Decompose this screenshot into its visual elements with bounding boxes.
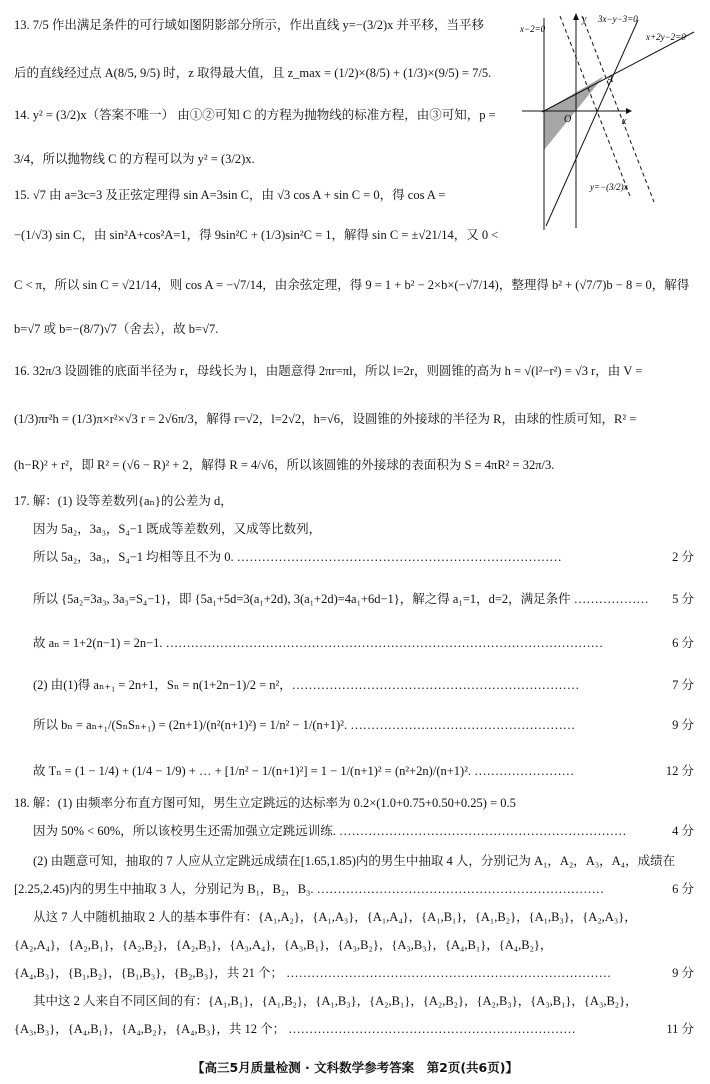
text-line: 17. 解：(1) 设等差数列{aₙ}的公差为 d， <box>14 494 233 508</box>
text-line: 所以 bₙ = aₙ₊₁/(SₙSₙ₊₁) = (2n+1)/(n²(n+1)²) = 1/n² − 1/(n+1)². ……………………………………………… <box>33 718 576 732</box>
text-line: {A₄,B₃}，{B₁,B₂}，{B₁,B₃}，{B₂,B₃}，共 21 个； …………………………………………………………………… <box>14 966 612 980</box>
text-line: 16. 32π/3 设圆锥的底面半径为 r，母线长为 l，由题意得 2πr=πl，所以 l=2r，则圆锥的高为 h = √(l²−r²) = √3 r，由 V = <box>14 364 643 378</box>
score-label: 12 分 <box>665 764 694 778</box>
target-line-through-a <box>582 16 654 202</box>
score-label: 7 分 <box>672 678 694 692</box>
label-origin: O <box>564 114 572 125</box>
text-line: 因为 50% < 60%，所以该校男生还需加强立定跳远训练. …………………………………………………………… <box>33 824 627 838</box>
label-line-3x-y-3: 3x−y−3=0 <box>598 14 638 24</box>
text-line: −(1/√3) sin C，由 sin²A+cos²A=1，得 9sin²C + (1/3)sin²C = 1，解得 sin C = ±√21/14，又 0 < <box>14 228 499 242</box>
text-line: [2.25,2.45)内的男生中抽取 3 人，分别记为 B₁，B₂，B₃. …………………………………………………………… <box>14 882 605 896</box>
text-line: 3/4，所以抛物线 C 的方程可以为 y² = (3/2)x. <box>14 152 255 166</box>
score-label: 9 分 <box>672 718 694 732</box>
text-line: b=√7 或 b=−(8/7)√7（舍去），故 b=√7. <box>14 322 219 336</box>
text-line: 从这 7 人中随机抽取 2 人的基本事件有：{A₁,A₂}，{A₁,A₃}，{A₁,A₄}，{A₁,B₁}，{A₁,B₂}，{A₁,B₃}，{A₂,A₃}， <box>33 910 637 924</box>
label-line-x-2: x−2=0 <box>520 24 546 34</box>
label-line-x-2y-2: x+2y−2=0 <box>646 32 686 42</box>
text-line: 15. √7 由 a=3c=3 及正弦定理得 sin A=3sin C，由 √3 cos A + sin C = 0，得 cos A = <box>14 188 446 202</box>
score-label: 11 分 <box>666 1022 694 1036</box>
text-line: (1/3)πr²h = (1/3)π×r²×√3 r = 2√6π/3，解得 r=√2，l=2√2，h=√6，设圆锥的外接球的半径为 R，由球的性质可知，R² = <box>14 412 637 426</box>
shaded-region <box>544 76 604 150</box>
text-line: 所以 5a₂，3a₃，S₄−1 均相等且不为 0. …………………………………………………………………… <box>33 550 562 564</box>
text-line: 故 aₙ = 1+2(n−1) = 2n−1. …………………………………………………………………………………………… <box>33 636 604 650</box>
x-axis-arrow-icon <box>626 108 632 114</box>
text-line: 其中这 2 人来自不同区间的有：{A₁,B₁}，{A₁,B₂}，{A₁,B₃}，{A₂,B₁}，{A₂,B₂}，{A₂,B₃}，{A₃,B₁}，{A₃,B₂}， <box>33 994 638 1008</box>
label-target-line: y=−(3/2)x <box>590 182 628 192</box>
text-line: C < π，所以 sin C = √21/14，则 cos A = −√7/14，由余弦定理，得 9 = 1 + b² − 2×b×(−√7/14)，整理得 b² + (√7/7)b − 8 = 0，解得 <box>14 278 690 292</box>
score-label: 6 分 <box>672 636 694 650</box>
text-line: 18. 解：(1) 由频率分布直方图可知，男生立定跳远的达标率为 0.2×(1.0+0.75+0.50+0.25) = 0.5 <box>14 796 516 810</box>
text-line: (2) 由(1)得 aₙ₊₁ = 2n+1，Sₙ = n(1+2n−1)/2 = n²，…………………………………………………………… <box>33 678 580 692</box>
y-axis-arrow-icon <box>573 13 579 20</box>
score-label: 2 分 <box>672 550 694 564</box>
text-line: 后的直线经过点 A(8/5, 9/5) 时，z 取得最大值，且 z_max = (1/2)×(8/5) + (1/3)×(9/5) = 7/5. <box>14 66 492 80</box>
text-line: (h−R)² + r²，即 R² = (√6 − R)² + 2，解得 R = 4/√6，所以该圆锥的外接球的表面积为 S = 4πR² = 32π/3. <box>14 458 555 472</box>
text-line: 所以 {5a₂=3a₃, 3a₃=S₄−1}，即 {5a₁+5d=3(a₁+2d), 3(a₁+2d)=4a₁+6d−1}，解之得 a₁=1，d=2，满足条件 ……………… <box>33 592 649 606</box>
score-label: 9 分 <box>672 966 694 980</box>
label-point-a: A <box>607 74 614 85</box>
feasible-region-diagram <box>518 10 698 232</box>
text-line: 13. 7/5 作出满足条件的可行域如图阴影部分所示，作出直线 y=−(3/2)x 并平移，当平移 <box>14 18 484 32</box>
label-x: x <box>622 116 627 127</box>
text-line: (2) 由题意可知，抽取的 7 人应从立定跳远成绩在[1.65,1.85)内的男生中抽取 4 人，分别记为 A₁，A₂，A₃，A₄，成绩在 <box>33 854 676 868</box>
score-label: 6 分 <box>672 882 694 896</box>
text-line: {A₂,A₄}，{A₂,B₁}，{A₂,B₂}，{A₂,B₃}，{A₃,A₄}，{A₃,B₁}，{A₃,B₂}，{A₃,B₃}，{A₄,B₁}，{A₄,B₂}， <box>14 938 553 952</box>
text-line: 14. y² = (3/2)x（答案不唯一） 由①②可知 C 的方程为抛物线的标准方程，由③可知，p = <box>14 108 496 122</box>
text-line: 因为 5a₂，3a₃，S₄−1 既成等差数列，又成等比数列， <box>33 522 322 536</box>
score-label: 5 分 <box>672 592 694 606</box>
text-line: 故 Tₙ = (1 − 1/4) + (1/4 − 1/9) + … + [1/n² − 1/(n+1)²] = 1 − 1/(n+1)² = (n²+2n)/(n+1)². …………………… <box>33 764 575 778</box>
page-footer: 【高三5月质量检测 · 文科数学参考答案 第2页(共6页)】 <box>192 1060 518 1075</box>
text-line: {A₃,B₃}，{A₄,B₁}，{A₄,B₂}，{A₄,B₃}，共 12 个； …………………………………………………………… <box>14 1022 576 1036</box>
label-y: y <box>582 14 587 25</box>
score-label: 4 分 <box>672 824 694 838</box>
line-x-2y-2 <box>542 32 694 112</box>
